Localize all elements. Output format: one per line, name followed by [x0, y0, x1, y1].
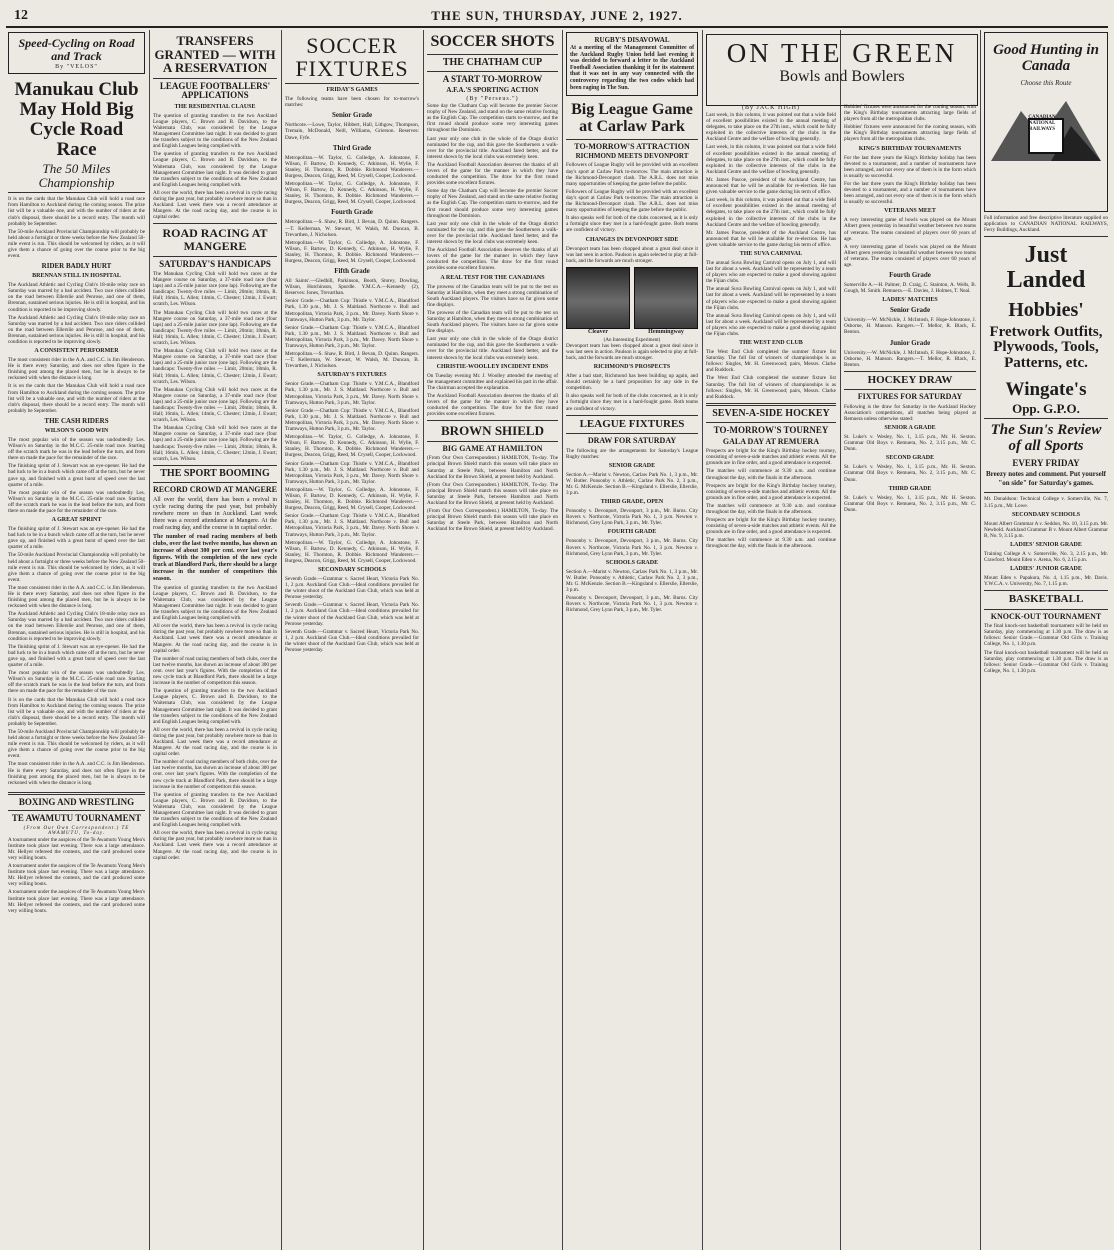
fourth-grade-label: Fourth Grade: [331, 208, 373, 217]
kings-birthday-head: KING'S BIRTHDAY TOURNAMENTS: [858, 145, 962, 152]
soccer-shots-paragraph-2: Last year only one club in the whole of the Otago district nominated for the cup, and this gave the Southerners a walk-over for the provincial title. Auckland fared better, and the interest shown by the local clubs was extremely keen.: [427, 135, 558, 160]
cycling-paragraph-3b: The Auckland Athletic and Cycling Club's 18-mile relay race on Saturday was marred by a bad accident. Two race riders collided on the road between Ellerslie and Penrose, and one of them, Brennan, sustained serious injuries. He is still in hospital, and his condition is reported to be improving slowly.: [8, 314, 145, 345]
schools-grade-head: SCHOOLS GRADE: [605, 559, 659, 566]
masthead-title: THE SUN, THURSDAY, JUNE 2, 1927.: [431, 8, 683, 23]
cycling-paragraph-1: It is on the cards that the Manukau Club will hold a road race from Hamilton to Auckland during the coming season. The prize list will be a valuable one, and with the number of riders at the club's disposal, there should be a record entry. The month will probably be September.: [8, 196, 145, 227]
league-paragraph-2: It also speaks well for both of the clubs concerned, as it is only a fortnight since they met in a hard-fought game. Both teams are confident of victory.: [566, 215, 698, 234]
west-end-paragraph-b: The West End Club completed the summer fixture list Saturday. The full list of winners of championships is as follows: Singles, Mr. H. Greenwood; pairs, Messrs. Clarke and Ruddock.: [706, 375, 836, 400]
schools-grade-draw: Section A.—Marist v. Newton, Carlaw Park No. 1, 3 p.m., Mr. W. Butler. Ponsonby v. Athletic, Carlaw Park No. 2, 3 p.m., Mr. G. McKenzie. Section B.—Kingsland v. Ellerslie, Ellerslie, 3 p.m.: [566, 568, 698, 593]
afa-sporting-head: A.F.A.'S SPORTING ACTION: [446, 85, 539, 94]
seven-a-side-title: SEVEN-A-SIDE HOCKEY: [712, 407, 830, 419]
start-tomorrow-head: A START TO-MORROW: [442, 74, 543, 85]
third-grade-hockey-list: St. Luke's v. Wesley, No. 1, 3.15 p.m., Mr. H. Sexton. Grammar Old Boys v. Remuera, No. 2, 3.15 p.m., Mr. C. Dunn.: [844, 494, 976, 513]
cycling-paragraph-3: The Auckland Athletic and Cycling Club's 18-mile relay race on Saturday was marred by a bad accident. Two race riders collided on the road between Ellerslie and Penrose, and one of them, Brennan, sustained serious injuries. He is still in hospital, and his condition is reported to be improving slowly.: [8, 282, 145, 313]
second-grade-hockey-list: St. Luke's v. Wesley, No. 1, 3.15 p.m., Mr. H. Sexton. Grammar Old Boys v. Remuera, No. 2, 3.15 p.m., Mr. C. Dunn.: [844, 464, 976, 483]
soccer-shots-title: SOCCER SHOTS: [430, 33, 555, 50]
boxing-paragraph-2: A tournament under the auspices of the Te Awamutu Young Men's Institute took place last evening. There was a large attendance. Mr. Hellyer refereed the contests, and the card produced some very willing bouts.: [8, 863, 145, 888]
cycling-banner: [8, 32, 145, 74]
sport-booming-paragraph-2: The number of road racing members of both clubs, over the last twelve months, has shown an increase of about 300 per cent. over last year's figures. With the completion of the new cycle track at Blandford Park, there should be a large increase in the number of competitors this season.: [153, 533, 277, 582]
record-crowd-head: RECORD CROWD AT MANGERE: [153, 485, 277, 495]
tournament-paragraph-1: Hobbies' fixtures were announced for the coming season, with the King's Birthday tournaments attracting large fields of players from all the metropolitan clubs.: [844, 104, 976, 123]
cycling-paragraph-6e: The finishing sprint of J. Stewart was an eye-opener. He had the bad luck to be in a bunch which came off at the turn, but he never gave up, and finished with a great burst of speed over the last quarter of a mile.: [8, 643, 145, 669]
basketball-title: BASKETBALL: [1008, 593, 1084, 606]
transfers-paragraph-1: The question of granting transfers to the two Auckland League players, C. Brown and B. Davidson, to the Waitemata Club, was considered by the League Management Committee last night. It was decided to grant the transfers subject to the conditions of the New Zealand and English Leagues being complied with.: [153, 112, 277, 150]
brown-shield-paragraph-c: (From Our Own Correspondent.) HAMILTON, To-day. The principal Brown Shield match this season will take place on Saturday at Steele Park, between Hamilton and North Auckland for the Brown Shield, at present held by Auckland.: [427, 508, 558, 533]
league-fixtures-title: LEAGUE FIXTURES: [579, 417, 685, 430]
page-number: 12: [14, 8, 28, 23]
fourth-grade-bowls: Somerville A.—H. Palmer, D. Craig, C. Stainton, A. Wells, B. Gough, M. Smith. Remuera.—E. Davies, J. Holmes, T. Neal.: [844, 282, 976, 295]
hockey-draw-intro: Following is the draw for Saturday in the Auckland Hockey Association's competitions, all matches being played at Remuera unless otherwise stated:: [844, 403, 976, 422]
hockey-paragraph-2: The matches will commence at 9.30 a.m. and continue throughout the day, with the finals in the afternoon.: [706, 468, 836, 481]
rugby-disavowal-text: At a meeting of the Management Committee of the Auckland Rugby Union held last evening it was decided to forward a letter to the Auckland Football Association thanking it for its statement that it was not in any way connected with the controversy regarding the two codes which had been raging in The Sun.: [570, 45, 694, 91]
on-the-green-title: ON THE GREEN: [726, 38, 958, 68]
christie-woolley-paragraph-b: The Auckland Football Association deserves the thanks of all lovers of the game for the manner in which they have conducted the competition. The draw for the first round provides some excellent fixtures.: [427, 392, 558, 418]
manukau-headline: Manukau Club May Hold Big Cycle Road Race: [14, 79, 139, 160]
saturday-fixtures-list-d: Senior Grade.—Chatham Cup: Thistle v. Y.M.C.A., Blandford Park, 1.30 p.m., Mr. J. S. Maitland. Northcote v. Bull and Metropolitan, Victoria Park, 3 p.m., Mr. Davey. North Shore v. Tramways, Hutton Park, 3 p.m., Mr. Taylor.: [285, 460, 419, 485]
hockey-paragraph-4: The matches will commence at 9.30 a.m. and continue throughout the day, with the finals in the afternoon.: [706, 502, 836, 516]
perseus-byline: (By "Perseus."): [466, 96, 519, 103]
road-racing-headline: ROAD RACING AT MANGERE: [162, 226, 268, 253]
ladies-junior-hockey-list: Mount Eden v. Papakura, No. 4, 1.15 p.m., Mr. Davis. Y.W.C.A. v. University, No. 7, 1.15 p.m.: [984, 575, 1108, 588]
canada-ad-badge: CANADIAN NATIONAL RAILWAYS: [1028, 115, 1056, 132]
senior-grade-head: SENIOR GRADE: [608, 462, 656, 469]
brown-shield-paragraph: (From Our Own Correspondent.) HAMILTON, To-day. The principal Brown Shield match this season will take place on Saturday at Steele Park, between Hamilton and North Auckland for the Brown Shield, at present held by Auckland.: [427, 455, 558, 480]
sport-booming-paragraph-4: All over the world, there has been a revival in cycle racing during the past year, but probably nowhere more so than in Auckland. Last week there was a record attendance at Mangere. At the road racing day, and the course is in capital order.: [153, 623, 277, 654]
sport-booming-paragraph: All over the world, there has been a revival in cycle racing during the past year, but probably nowhere more so than in Auckland. Last week there was a record attendance at Mangere. At the road racing day, and the course is in capital order.: [153, 496, 277, 531]
column-ads: [984, 32, 1108, 1246]
rider-hurt-head: RIDER BADLY HURT: [41, 262, 112, 271]
soccer-shots-paragraph-3c: Last year only one club in the whole of the Otago district nominated for the cup, and this gave the Southerners a walk-over for the provincial title. Auckland fared better, and the interest shown by the local clubs was extremely keen.: [427, 220, 558, 246]
secondary-schools-hockey-list: Mount Albert Grammar A v. Seddon, No. 10, 3.15 p.m. Mr. Newbold. Auckland Grammar B v. Mount Albert Grammar B, No. 9, 3.15 p.m.: [984, 520, 1108, 539]
cycling-paragraph-2: The 50-mile Auckland Provincial Championship will probably be held about a fortnight or three weeks before the New Zealand 50-mile event is run. This should be welcomed by riders, as it will give them a chance of going over the course prior to the big event.: [8, 228, 145, 260]
chatham-cup-head: THE CHATHAM CUP: [442, 56, 543, 68]
te-awamutu-byline: (From Our Own Correspondent.) TE AWAMUTU, To-day.: [23, 825, 130, 836]
richmond-prospects-head: RICHMOND'S PROSPECTS: [593, 364, 671, 371]
soccer-shots-paragraph-3: The Auckland Football Association deserves the thanks of all lovers of the game for the manner in which they have conducted the competition. The draw for the first round provides some excellent fixtures.: [427, 161, 558, 187]
saturday-fixtures-list-g: Metropolitan.—W. Taylor, G. Colledge, A. Johnstone, F. Wilson, F. Bartow, D. Kennedy, C. Atkinson, H. Wylie, F. Stanley, H. Thornton, R. Dobbie. Richmond Wanderers.—Burgess, Deacon, Grigg, Reed, M. Crysell, Cooper, Lockwood.: [285, 539, 419, 564]
sport-booming-paragraph-5: The number of road racing members of both clubs, over the last twelve months, has shown an increase of about 300 per cent. over last year's figures. With the completion of the new cycle track at Blandford Park, there should be a large increase in the number of competitors this season.: [153, 655, 277, 687]
cycling-paragraph-5c: The most popular win of the season was undoubtedly Les. Wilson's on Saturday in the M.C.C. 25-mile road race. Starting off the scratch mark he was in the lead before the turn, and from there on made the pace for the remainder of the race.: [8, 489, 145, 514]
handicaps-paragraph: The Manukau Cycling Club will hold two races at the Mangere course on Saturday, a 37-mile road race (four laps) and a 25-mile junior race (one lap). Following are the handicaps: Twenty-five miles — Limit, 20min; 18min, R. Hall; 16min, L. Allen; 14min, C. Chester; 12min, J. Ewart; scratch, Les. Wilson.: [153, 271, 277, 308]
cycling-paragraph-6d: The Auckland Athletic and Cycling Club's 18-mile relay race on Saturday was marred by a bad accident. Two race riders collided on the road between Ellerslie and Penrose, and one of them, Brennan, sustained serious injuries. He is still in hospital, and his condition is reported to be improving slowly.: [8, 611, 145, 642]
canada-ad: [984, 32, 1108, 212]
league-paragraph-4b: It also speaks well for both of the clubs concerned, as it is only a fortnight since they met in a hard-fought game. Both teams are confident of victory.: [566, 393, 698, 412]
transfers-paragraph-1c: All over the world, there has been a revival in cycle racing during the past year, but probably nowhere more so than in Auckland. Last week there was a record attendance at Mangere. At the road racing day, and the course is in capital order.: [153, 189, 277, 221]
real-test-paragraph-c: Last year only one club in the whole of the Otago district nominated for the cup, and this gave the Southerners a walk-over for the provincial title. Auckland fared better, and the interest shown by the local clubs was extremely keen.: [427, 336, 558, 361]
senior-a-head: SENIOR A GRADE: [884, 425, 936, 432]
third-grade-teams-b: Metropolitan.—W. Taylor, G. Colledge, A. Johnstone, F. Wilson, F. Bartow, D. Kennedy, C. Atkinson, H. Wylie, F. Stanley, H. Thornton, R. Dobbie. Richmond Wanderers.—Burgess, Deacon, Grigg, Reed, M. Crysell, Cooper, Lockwood.: [285, 181, 419, 206]
wilson-subhead: WILSON'S GOOD WIN: [44, 427, 109, 434]
cycling-byline: By "VELOS": [55, 64, 98, 71]
west-end-head: THE WEST END CLUB: [739, 340, 803, 347]
transfers-headline: TRANSFERS GRANTED — WITH A RESERVATION: [154, 33, 276, 76]
cycling-paragraph-6f: The most popular win of the season was undoubtedly Les. Wilson's on Saturday in the M.C.C. 25-mile road race. Starting off the scratch mark he was in the lead before the turn, and from there on made the pace for the remainder of the race.: [8, 670, 145, 695]
saturday-handicaps-head: SATURDAY'S HANDICAPS: [159, 258, 271, 269]
handicaps-paragraph-c: The Manukau Cycling Club will hold two races at the Mangere course on Saturday, a 37-mile road race (four laps) and a 25-mile junior race (one lap). Following are the handicaps: Twenty-five miles — Limit, 20min; 18min, R. Hall; 16min, L. Allen; 14min, C. Chester; 12min, J. Ewart; scratch, Les. Wilson.: [153, 348, 277, 385]
devonport-changes-head: CHANGES IN DEVONPORT SIDE: [585, 236, 679, 243]
canada-ad-text: Full information and free descriptive literature supplied on application to CANADIAN NATIONAL RAILWAYS, Ferry Buildings, Auckland.: [984, 215, 1108, 234]
handicaps-paragraph-e: The Manukau Cycling Club will hold two races at the Mangere course on Saturday, a 37-mile road race (four laps) and a 25-mile junior race (one lap). Following are the handicaps: Twenty-five miles — Limit, 20min; 18min, R. Hall; 16min, L. Allen; 14min, C. Chester; 12min, J. Ewart; scratch, Les. Wilson.: [153, 425, 277, 462]
column-cycling: [8, 32, 145, 1246]
fifth-grade-teams-b: Senior Grade.—Chatham Cup: Thistle v. Y.M.C.A., Blandford Park, 1.30 p.m., Mr. J. S. Maitland. Northcote v. Bull and Metropolitan, Victoria Park, 3 p.m., Mr. Davey. North Shore v. Tramways, Hutton Park, 3 p.m., Mr. Taylor.: [285, 298, 419, 323]
jack-high-byline: (By JACK HIGH): [742, 105, 800, 111]
third-grade-draw: Ponsonby v. Devonport, Devonport, 3 p.m., Mr. Burns. City Rovers v. Northcote, Victoria Park No. 1, 3 p.m. Newton v. Richmond, Grey Lynn Park, 3 p.m., Mr. Tyler.: [566, 508, 698, 527]
tomorrow-attraction-head: TO-MORROW'S ATTRACTION: [574, 141, 690, 151]
hemmingway-caption: Hemmingway: [648, 328, 684, 335]
secondary-schools-hockey-head: SECONDARY SCHOOLS: [1011, 511, 1081, 518]
ladies-junior-head: Junior Grade: [889, 338, 931, 347]
bowls-paragraph-1b: Last week, in this column, it was pointed out that a wide field of excellent possibilities existed in the annual meeting of delegates, to take place on the 27th inst., which could be fully exploited in the collective interests of the clubs in the Auckland Centre and the welfare of bowling generally.: [706, 144, 836, 175]
league-footballers-head: LEAGUE FOOTBALLERS' APPLICATIONS: [159, 80, 271, 101]
schools-grade-draw-b: Ponsonby v. Devonport, Devonport, 3 p.m., Mr. Burns. City Rovers v. Northcote, Victoria Park No. 1, 3 p.m. Newton v. Richmond, Grey Lynn Park, 3 p.m., Mr. Tyler.: [566, 595, 698, 614]
great-sprint-head: A GREAT SPRINT: [51, 517, 102, 524]
ads-col-paragraph-1: Mt. Donaldson: Technical College v. Somerville, No. 7, 3.15 p.m., Mr. Lowe.: [984, 496, 1108, 509]
cycling-paragraph-4: The most consistent rider in the A.A. and C.C. is Jim Henderson. He is there every Saturday, and does not often figure in the finishing post among the placed men, but he is always to be reckoned with when the distance is long.: [8, 357, 145, 382]
cycling-banner-title: Speed-Cycling on Road and Track: [18, 36, 135, 63]
bowls-paragraph-2b: Last week, in this column, it was pointed out that a wide field of excellent possibilities existed in the annual meeting of delegates, to take place on the 27th inst., which could be fully exploited in the collective interests of the clubs in the Auckland Centre and the welfare of bowling generally.: [706, 197, 836, 228]
christie-woolley-paragraph: On Tuesday evening Mr. J. Woolley attended the meeting of the management committee and explained his part in the affair. The chairman accepted the explanation.: [427, 372, 558, 391]
secondary-schools-text: Seventh Grade.—Grammar v. Sacred Heart, Victoria Park No. 1, 2 p.m. Auckland Gun Club.—Ideal conditions prevailed for the winter shoot of the Auckland Gun Club, which was held at Penrose yesterday.: [285, 576, 419, 601]
friday-games-head: FRIDAY'S GAMES: [326, 87, 378, 94]
ladies-junior-hockey-head: LADIES' JUNIOR GRADE: [1010, 566, 1082, 573]
fourth-grade-teams: Metropolitan.—S. Shaw, R. Bird, J. Bevan, D. Quinn. Rangers.—T. Kellerman, W. Stewart, W. Walsh, M. Duncan, B. Trevarthen, J. Nicholson.: [285, 219, 419, 238]
photos-caption: (An Interesting Experiment): [603, 337, 661, 343]
cash-riders-head: THE CASH RIDERS: [44, 416, 109, 425]
ladies-senior-list: University.—W. McNickle, J. McIntosh, F. Hope-Johnstone, J. Osborne, H. Manson. Rangers.—T. Mellor, R. Black, E. Benton.: [844, 317, 976, 336]
fixtures-intro: The following teams have been chosen for to-morrow's matches:: [285, 96, 419, 109]
cycling-paragraph-5: The most popular win of the season was undoubtedly Les. Wilson's on Saturday in the M.C.C. 25-mile road race. Starting off the scratch mark he was in the lead before the turn, and from there on made the pace for the remainder of the race.: [8, 436, 145, 462]
sport-booming-paragraph-8: The number of road racing members of both clubs, over the last twelve months, has shown an increase of about 300 per cent. over last year's figures. With the completion of the new cycle track at Blandford Park, there should be a large increase in the number of competitors this season.: [153, 759, 277, 790]
hockey-paragraph-1: Prospects are bright for the King's Birthday hockey tourney, consisting of seven-a-side matches and athletic events. All the grounds are in fine order, and a good attendance is expected.: [706, 448, 836, 467]
brown-shield-title: BROWN SHIELD: [441, 423, 544, 439]
brennan-subhead: BRENNAN STILL IN HOSPITAL: [32, 273, 121, 280]
handicaps-paragraph-b: The Manukau Cycling Club will hold two races at the Mangere course on Saturday, a 37-mile road race (four laps) and a 25-mile junior race (one lap). Following are the handicaps: Twenty-five miles — Limit, 20min; 18min, R. Hall; 16min, L. Allen; 14min, C. Chester; 12min, J. Ewart; scratch, Les. Wilson.: [153, 309, 277, 347]
cycling-paragraph-5b: The finishing sprint of J. Stewart was an eye-opener. He had the bad luck to be in a bunch which came off at the turn, but he never gave up, and finished with a great burst of speed over the last quarter of a mile.: [8, 463, 145, 488]
third-grade-open-head: THIRD GRADE, OPEN: [600, 499, 664, 506]
suva-paragraph-c: The annual Suva Bowling Carnival opens on July 1, and will last for about a week. Auckland will be represented by a team of players who are expected to make a good showing against the Fijian clubs.: [706, 312, 836, 337]
sport-booming-paragraph-9: The question of granting transfers to the two Auckland League players, C. Brown and B. Davidson, to the Waitemata Club, was considered by the League Management Committee last night. It was decided to grant the transfers subject to the conditions of the New Zealand and English Leagues being complied with.: [153, 791, 277, 829]
column-bowls: [706, 104, 836, 1246]
tournament-paragraph-2b: For the last three years the King's Birthday holiday has been devoted to a tournament, and a number of tournaments have been arranged, and not every one of them is in the form which is usually so successful.: [844, 180, 976, 206]
league-paragraph-1: Followers of League Rugby will be provided with an excellent day's sport at Carlaw Park to-morrow. The main attraction is the Richmond-Devonport clash. The A.R.L. does not miss many opportunities of keeping the game before the public.: [566, 162, 698, 187]
soccer-shots-paragraph-1: Some day the Chatham Cup will become the premier Soccer trophy of New Zealand, and stand on the same relative footing as the English Cup. The competition starts to-morrow, and the first round should produce some very interesting games throughout the Dominion.: [427, 103, 558, 134]
saturday-fixtures-list-f: Senior Grade.—Chatham Cup: Thistle v. Y.M.C.A., Blandford Park, 1.30 p.m., Mr. J. S. Maitland. Northcote v. Bull and Metropolitan, Victoria Park, 3 p.m., Mr. Davey. North Shore v. Tramways, Hutton Park, 3 p.m., Mr. Taylor.: [285, 513, 419, 538]
real-test-paragraph: The prowess of the Canadian team will be put to the test on Saturday at Hamilton, when they meet a strong combination of South Auckland players. The visitors have so far given some fine displays.: [427, 283, 558, 308]
senior-grade-draw: Section A.—Marist v. Newton, Carlaw Park No. 1, 3 p.m., Mr. W. Butler. Ponsonby v. Athletic, Carlaw Park No. 2, 3 p.m., Mr. G. McKenzie. Section B.—Kingsland v. Ellerslie, Ellerslie, 3 p.m.: [566, 471, 698, 497]
cycling-paragraph-6: The finishing sprint of J. Stewart was an eye-opener. He had the bad luck to be in a bunch which came off at the turn, but he never gave up, and finished with a great burst of speed over the last quarter of a mile.: [8, 526, 145, 551]
draw-saturday-head: DRAW FOR SATURDAY: [587, 436, 677, 446]
column-league: [566, 32, 698, 1246]
third-grade-label: Third Grade: [332, 143, 372, 152]
on-the-green-banner: [706, 34, 978, 106]
canada-ad-sub: Choose this Route: [1020, 78, 1072, 87]
suva-paragraph-b: The annual Suva Bowling Carnival opens on July 1, and will last for about a week. Auckland will be represented by a team of players who are expected to make a good showing against the Fijian clubs.: [706, 286, 836, 311]
veterans-meet-head: VETERANS MEET: [884, 208, 936, 215]
hemmingway-photo: [634, 267, 698, 329]
richmond-devonport-head: RICHMOND MEETS DEVONPORT: [575, 152, 689, 161]
wingates-address: Opp. G.P.O.: [1012, 400, 1080, 416]
west-end-paragraph: The West End Club completed the summer fixture list Saturday. The full list of winners of championships is as follows: Singles, Mr. H. Greenwood; pairs, Messrs. Clarke and Ruddock.: [706, 349, 836, 374]
sport-booming-paragraph-10: All over the world, there has been a revival in cycle racing during the past year, but probably nowhere more so than in Auckland. Last week there was a record attendance at Mangere. At the road racing day, and the course is in capital order.: [153, 830, 277, 861]
canada-ad-title: Good Hunting in Canada: [993, 42, 1099, 74]
hockey-paragraph-6: The matches will commence at 9.30 a.m. and continue throughout the day, with the finals in the afternoon.: [706, 537, 836, 550]
wingates-name: Wingate's: [1005, 378, 1087, 400]
saturday-fixtures-list: Senior Grade.—Chatham Cup: Thistle v. Y.M.C.A., Blandford Park, 1.30 p.m., Mr. J. S. Maitland. Northcote v. Bull and Metropolitan, Victoria Park, 3 p.m., Mr. Davey. North Shore v. Tramways, Hutton Park, 3 p.m., Mr. Taylor.: [285, 381, 419, 406]
ladies-senior-head: Senior Grade: [889, 306, 931, 315]
secondary-schools-text-c: Seventh Grade.—Grammar v. Sacred Heart, Victoria Park No. 1, 2 p.m. Auckland Gun Club.—Ideal conditions prevailed for the winter shoot of the Auckland Gun Club, which was held at Penrose yesterday.: [285, 628, 419, 654]
tournament-paragraph-2: For the last three years the King's Birthday holiday has been devoted to a tournament, and a number of tournaments have been arranged, and not every one of them is in the form which is usually so successful.: [844, 154, 976, 179]
fourth-grade-teams-b: Metropolitan.—W. Taylor, G. Colledge, A. Johnstone, F. Wilson, F. Bartow, D. Kennedy, C. Atkinson, H. Wylie, F. Stanley, H. Thornton, R. Dobbie. Richmond Wanderers.—Burgess, Deacon, Grigg, Reed, M. Crysell, Cooper, Lockwood.: [285, 239, 419, 264]
manukau-subhead: The 50 Miles Championship: [38, 160, 115, 190]
third-grade-hockey-head: THIRD GRADE: [888, 485, 932, 492]
soccer-shots-paragraph-3d: The Auckland Football Association deserves the thanks of all lovers of the game for the manner in which they have conducted the competition. The draw for the first round provides some excellent fixtures.: [427, 247, 558, 272]
christie-woolley-head: CHRISTIE-WOOLLEY INCIDENT ENDS: [436, 363, 549, 370]
saturday-fixtures-list-e: Metropolitan.—W. Taylor, G. Colledge, A. Johnstone, F. Wilson, F. Bartow, D. Kennedy, C. Atkinson, H. Wylie, F. Stanley, H. Thornton, R. Dobbie. Richmond Wanderers.—Burgess, Deacon, Grigg, Reed, M. Crysell, Cooper, Lockwood.: [285, 486, 419, 512]
bowls-paragraph-2: Mr. James Pascoe, president of the Auckland Centre, has announced that he will be available for re-election. He has given valuable service to the game during his term of office.: [706, 176, 836, 196]
third-grade-teams: Metropolitan.—W. Taylor, G. Colledge, A. Johnstone, F. Wilson, F. Bartow, D. Kennedy, C. Atkinson, H. Wylie, F. Stanley, H. Thornton, R. Dobbie. Richmond Wanderers.—Burgess, Deacon, Grigg, Reed, M. Crysell, Cooper, Lockwood.: [285, 154, 419, 179]
league-paragraph-4: After a bad start, Richmond has been building up again, and should certainly be a hard proposition for any side in the competition.: [566, 373, 698, 392]
cycling-paragraph-6b: The 50-mile Auckland Provincial Championship will probably be held about a fortnight or three weeks before the New Zealand 50-mile event is run. This should be welcomed by riders, as it will give them a chance of going over the course prior to the big event.: [8, 552, 145, 583]
cycling-paragraph-6g: It is on the cards that the Manukau Club will hold a road race from Hamilton to Auckland during the coming season. The prize list will be a valuable one, and with the number of riders at the club's disposal, there should be a record entry. The month will probably be September.: [8, 696, 145, 727]
te-awamutu-head: TE AWAMUTU TOURNAMENT: [11, 813, 142, 824]
saturday-fixtures-head: SATURDAY'S FIXTURES: [317, 372, 387, 379]
column-soccer-shots: [427, 32, 558, 1246]
ladies-junior-list: University.—W. McNickle, J. McIntosh, F. Hope-Johnstone, J. Osborne, H. Manson. Rangers.—T. Mellor, R. Black, E. Benton.: [844, 349, 976, 368]
hobbies-brand: Hobbies': [1008, 298, 1084, 321]
league-paragraph-1b: Followers of League Rugby will be provided with an excellent day's sport at Carlaw Park to-morrow. The main attraction is the Richmond-Devonport clash. The A.R.L. does not miss many opportunities of keeping the game before the public.: [566, 188, 698, 214]
sport-booming-paragraph-3: The question of granting transfers to the two Auckland League players, C. Brown and B. Davidson, to the Waitemata Club, was considered by the League Management Committee last night. It was decided to grant the transfers subject to the conditions of the New Zealand and English Leagues being complied with.: [153, 584, 277, 622]
big-game-hamilton-head: BIG GAME AT HAMILTON: [442, 443, 543, 453]
consistent-performer-head: A CONSISTENT PERFORMER: [34, 348, 119, 355]
soccer-shots-paragraph-3b: Some day the Chatham Cup will become the premier Soccer trophy of New Zealand, and stand on the same relative footing as the English Cup. The competition starts to-morrow, and the first round should produce some very interesting games throughout the Dominion.: [427, 188, 558, 219]
boxing-banner: BOXING AND WRESTLING: [18, 796, 135, 807]
fifth-grade-label: Fifth Grade: [334, 267, 370, 276]
league-paragraph-3: Devonport team has been chopped about a great deal since it was last seen in action. Paulson is again selected to play at full-back, and the forwards are much stronger.: [566, 245, 698, 264]
veterans-paragraph: A very interesting game of bowls was played on the Mount Albert green yesterday in beautiful weather between two teams of veterans. The teams consisted of players over 60 years of age.: [844, 217, 976, 242]
knockout-tournament-head: KNOCK-OUT TOURNAMENT: [990, 611, 1102, 621]
cleaver-caption: Cleaver: [588, 328, 608, 335]
secondary-schools-text-b: Seventh Grade.—Grammar v. Sacred Heart, Victoria Park No. 1, 2 p.m. Auckland Gun Club.—Ideal conditions prevailed for the winter shoot of the Auckland Gun Club, which was held at Penrose yesterday.: [285, 602, 419, 627]
rugby-disavowal-head: RUGBY'S DISAVOWAL: [594, 36, 670, 44]
senior-grade-label: Senior Grade: [331, 111, 373, 120]
sun-review-text: Breezy notes and comment. Put yourself "on side" for Saturday's games.: [985, 470, 1107, 488]
bowls-paragraph-1: Last week, in this column, it was pointed out that a wide field of excellent possibilities existed in the annual meeting of delegates, to take place on the 27th inst., which could be fully exploited in the collective interests of the clubs in the Auckland Centre and the welfare of bowling generally.: [706, 112, 836, 143]
column-league-transfers: [153, 32, 277, 1246]
fourth-grade-draw: Ponsonby v. Devonport, Devonport, 3 p.m., Mr. Burns. City Rovers v. Northcote, Victoria Park No. 1, 3 p.m. Newton v. Richmond, Grey Lynn Park, 3 p.m., Mr. Tyler.: [566, 538, 698, 557]
handicaps-paragraph-d: The Manukau Cycling Club will hold two races at the Mangere course on Saturday, a 37-mile road race (four laps) and a 25-mile junior race (one lap). Following are the handicaps: Twenty-five miles — Limit, 20min; 18min, R. Hall; 16min, L. Allen; 14min, C. Chester; 12min, J. Ewart; scratch, Les. Wilson.: [153, 386, 277, 424]
hockey-paragraph-5: Prospects are bright for the King's Birthday hockey tourney, consisting of seven-a-side matches and athletic events. All the grounds are in fine order, and a good attendance is expected.: [706, 517, 836, 536]
sun-review-sub: EVERY FRIDAY: [1012, 457, 1080, 468]
ladies-matches-head: LADIES' MATCHES: [882, 297, 938, 304]
gala-day-head: GALA DAY AT REMUERA: [722, 436, 820, 446]
just-landed-title: Just Landed: [1006, 242, 1086, 294]
ladies-senior-hockey-list: Training College A v. Somerville, No. 3, 2.15 p.m., Mr. Crawford. Mount Eden v. Arena, No. 6, 2.15 p.m.: [984, 550, 1108, 563]
soccer-fixtures-title: SOCCER FIXTURES: [295, 33, 409, 82]
ladies-senior-hockey-head: LADIES' SENIOR GRADE: [1010, 541, 1082, 548]
real-test-paragraph-b: The prowess of the Canadian team will be put to the test on Saturday at Hamilton, when they meet a strong combination of South Auckland players. The visitors have so far given some fine displays.: [427, 309, 558, 335]
second-grade-hockey-head: SECOND GRADE: [885, 455, 935, 462]
fourth-grade-bowls-head: Fourth Grade: [889, 271, 931, 280]
secondary-schools-head: SECONDARY SCHOOLS: [317, 567, 387, 573]
hockey-paragraph-3: Prospects are bright for the King's Birthday hockey tourney, consisting of seven-a-side matches and athletic events. All the grounds are in fine order, and a good attendance is expected.: [706, 482, 836, 501]
cycling-paragraph-6c: The most consistent rider in the A.A. and C.C. is Jim Henderson. He is there every Saturday, and does not often figure in the finishing post among the placed men, but he is always to be reckoned with when the distance is long.: [8, 584, 145, 610]
basketball-paragraph-b: The final knock-out basketball tournament will be held on Saturday, play commencing at 1.30 p.m. The draw is as follows: Senior Grade.—Grammar Old Girls v. Training College, No. 1, 1.30 p.m.: [984, 649, 1108, 674]
sport-booming-paragraph-6: The question of granting transfers to the two Auckland League players, C. Brown and B. Davidson, to the Waitemata Club, was considered by the League Management Committee last night. It was decided to grant the transfers subject to the conditions of the New Zealand and English Leagues being complied with.: [153, 688, 277, 725]
tournament-paragraph-1b: Hobbies' fixtures were announced for the coming season, with the King's Birthday tournaments attracting large fields of players from all the metropolitan clubs.: [844, 124, 976, 143]
suva-paragraph: The annual Suva Bowling Carnival opens on July 1, and will last for about a week. Auckland will be represented by a team of players who are expected to make a good showing against the Fijian clubs.: [706, 259, 836, 285]
sun-review-title: The Sun's Review of all Sports: [990, 422, 1102, 455]
player-photos: [566, 267, 698, 335]
column-tournaments: [844, 104, 976, 1246]
bowls-bowlers-title: Bowls and Bowlers: [779, 68, 905, 86]
fifth-grade-teams: All Saints'.—Gledhill, Parkinson, Booth, Storey, Dowling, Wilson, Hutchinson, Spurdle. Y.M.C.A.—Kennedy (2), Reserves: Jones, Trevarthan.: [285, 278, 419, 297]
cycling-paragraph-6h: The 50-mile Auckland Provincial Championship will probably be held about a fortnight or three weeks before the New Zealand 50-mile event is run. This should be welcomed by riders, as it will give them a chance of going over the course prior to the big event.: [8, 728, 145, 760]
hobbies-items: Fretwork Outfits, Plywoods, Tools, Patterns, etc.: [989, 323, 1103, 372]
sport-booming-headline: THE SPORT BOOMING: [160, 467, 270, 479]
senior-a-list: St. Luke's v. Wesley, No. 1, 3.15 p.m., Mr. H. Sexton. Grammar Old Boys v. Remuera, No. 2, 3.15 p.m., Mr. C. Dunn.: [844, 434, 976, 453]
sport-booming-paragraph-7: All over the world, there has been a revival in cycle racing during the past year, but probably nowhere more so than in Auckland. Last week there was a record attendance at Mangere. At the road racing day, and the course is in capital order.: [153, 726, 277, 758]
saturday-fixtures-list-b: Senior Grade.—Chatham Cup: Thistle v. Y.M.C.A., Blandford Park, 1.30 p.m., Mr. J. S. Maitland. Northcote v. Bull and Metropolitan, Victoria Park, 3 p.m., Mr. Davey. North Shore v. Tramways, Hutton Park, 3 p.m., Mr. Taylor.: [285, 407, 419, 433]
hockey-fixtures-head: FIXTURES FOR SATURDAY: [857, 392, 963, 402]
tourney-head: TO-MORROW'S TOURNEY: [713, 425, 829, 436]
brown-shield-paragraph-b: (From Our Own Correspondent.) HAMILTON, To-day. The principal Brown Shield match this season will take place on Saturday at Steele Park, between Hamilton and North Auckland for the Brown Shield, at present held by Auckland.: [427, 481, 558, 506]
boxing-paragraph-3: A tournament under the auspices of the Te Awamutu Young Men's Institute took place last evening. There was a large attendance. Mr. Hellyer refereed the contests, and the card produced some very willing bouts.: [8, 889, 145, 914]
suva-carnival-head: THE SUVA CARNIVAL: [739, 250, 803, 257]
basketball-paragraph: The final knock-out basketball tournament will be held on Saturday, play commencing at 1.30 p.m. The draw is as follows: Senior Grade.—Grammar Old Girls v. Training College, No. 1, 1.30 p.m.: [984, 623, 1108, 648]
veterans-paragraph-b: A very interesting game of bowls was played on the Mount Albert green yesterday in beautiful weather between two teams of veterans. The teams consisted of players over 60 years of age.: [844, 243, 976, 268]
hockey-draw-title: HOCKEY DRAW: [867, 373, 953, 386]
cycling-paragraph-6i: The most consistent rider in the A.A. and C.C. is Jim Henderson. He is there every Saturday, and does not often figure in the finishing post among the placed men, but he is always to be reckoned with when the distance is long.: [8, 761, 145, 786]
saturday-fixtures-list-c: Metropolitan.—W. Taylor, G. Colledge, A. Johnstone, F. Wilson, F. Bartow, D. Kennedy, C. Atkinson, H. Wylie, F. Stanley, H. Thornton, R. Dobbie. Richmond Wanderers.—Burgess, Deacon, Grigg, Reed, M. Crysell, Cooper, Lockwood.: [285, 434, 419, 459]
boxing-paragraph: A tournament under the auspices of the Te Awamutu Young Men's Institute took place last evening. There was a large attendance. Mr. Hellyer refereed the contests, and the card produced some very willing bouts.: [8, 836, 145, 861]
fourth-grade-head: FOURTH GRADE: [607, 529, 657, 536]
column-soccer-fixtures: [285, 32, 419, 1246]
big-league-headline: Big League Game at Carlaw Park: [571, 101, 693, 135]
transfers-paragraph-1b: The question of granting transfers to the two Auckland League players, C. Brown and B. Davidson, to the Waitemata Club, was considered by the League Management Committee last night. It was decided to grant the transfers subject to the conditions of the New Zealand and English Leagues being complied with.: [153, 151, 277, 188]
senior-teams: Northcote.—Lowe, Taylor, Hibbert, Hall, Lithgow, Thompson, Tremain, McDonald, Neill, Williams, Grierson. Reserves: Dawe, Fyfe.: [285, 122, 419, 141]
rugby-disavowal-box: [566, 32, 698, 96]
bowls-paragraph-2c: Mr. James Pascoe, president of the Auckland Centre, has announced that he will be available for re-election. He has given valuable service to the game during his term of office.: [706, 229, 836, 248]
masthead: [6, 6, 1108, 28]
fifth-grade-teams-c: Senior Grade.—Chatham Cup: Thistle v. Y.M.C.A., Blandford Park, 1.30 p.m., Mr. J. S. Maitland. Northcote v. Bull and Metropolitan, Victoria Park, 3 p.m., Mr. Davey. North Shore v. Tramways, Hutton Park, 3 p.m., Mr. Taylor.: [285, 324, 419, 349]
fifth-grade-teams-d: Metropolitan.—S. Shaw, R. Bird, J. Bevan, D. Quinn. Rangers.—T. Kellerman, W. Stewart, W. Walsh, M. Duncan, B. Trevarthen, J. Nicholson.: [285, 351, 419, 370]
cycling-paragraph-4b: It is on the cards that the Manukau Club will hold a road race from Hamilton to Auckland during the coming season. The prize list will be a valuable one, and with the number of riders at the club's disposal, there should be a record entry. The month will probably be September.: [8, 383, 145, 414]
cleaver-photo: [566, 267, 630, 329]
residential-clause-head: THE RESIDENTIAL CLAUSE: [174, 103, 256, 110]
league-paragraph-3b: Devonport team has been chopped about a great deal since it was last seen in action. Paulson is again selected to play at full-back, and the forwards are much stronger.: [566, 342, 698, 361]
league-fixtures-intro: The following are the arrangements for Saturday's League Rugby matches:: [566, 447, 698, 460]
real-test-head: A REAL TEST FOR THE CANADIANS: [440, 274, 545, 281]
